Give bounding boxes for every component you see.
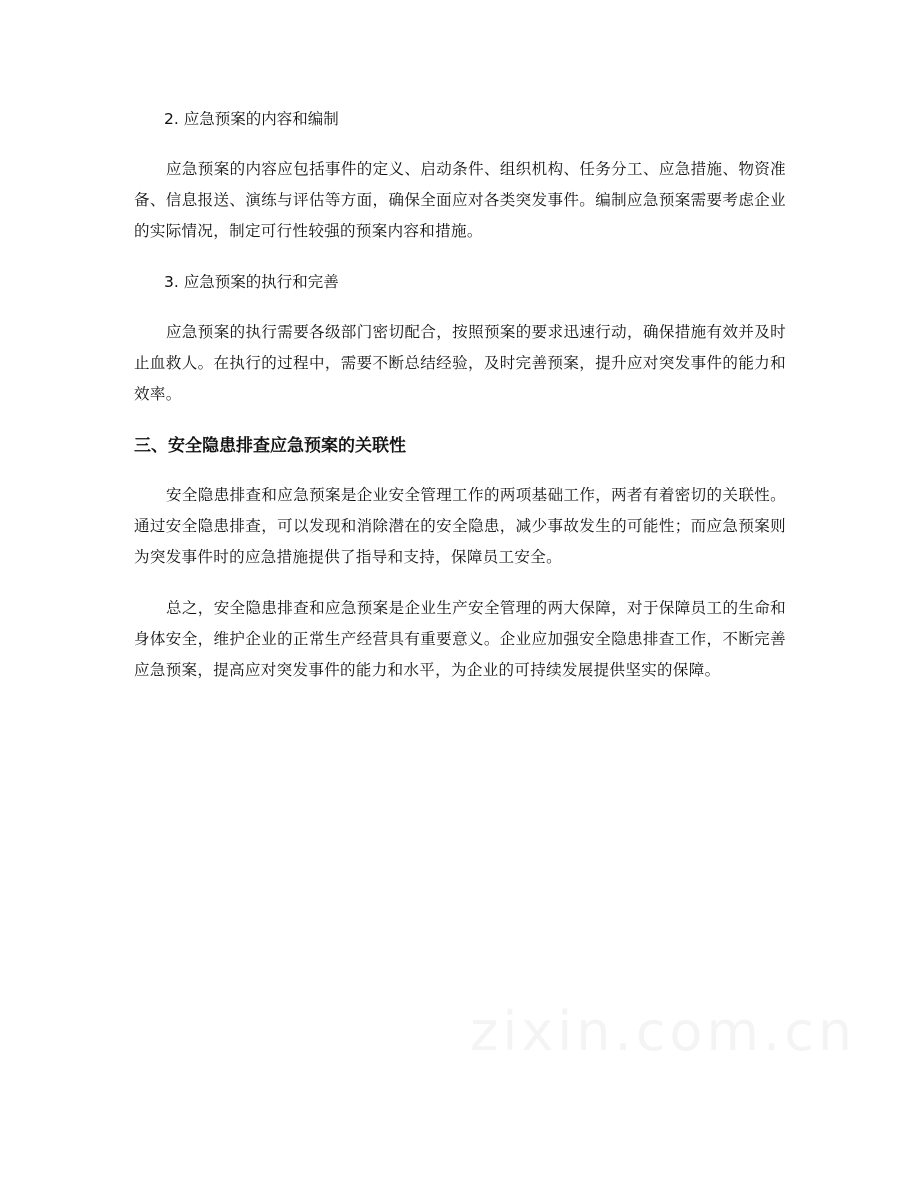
subsection-paragraph-2: 应急预案的内容应包括事件的定义、启动条件、组织机构、任务分工、应急措施、物资准备、信息报送、演练与评估等方面，确保全面应对各类突发事件。编制应急预案需要考虑企业的实际情况，制定可行性较强的预案内容和措施。: [134, 160, 786, 240]
subsection-title-2: 2. 应急预案的内容和编制: [164, 110, 339, 128]
subsection-title-3: 3. 应急预案的执行和完善: [164, 273, 339, 291]
section-heading-3: 三、安全隐患排查应急预案的关联性: [134, 436, 406, 456]
watermark-text: [470, 1000, 856, 1063]
subsection-paragraph-3: 应急预案的执行需要各级部门密切配合，按照预案的要求迅速行动，确保措施有效并及时止血救人。在执行的过程中，需要不断总结经验，及时完善预案，提升应对突发事件的能力和效率。: [134, 323, 786, 403]
section-paragraph-1: 安全隐患排查和应急预案是企业安全管理工作的两项基础工作，两者有着密切的关联性。通过安全隐患排查，可以发现和消除潜在的安全隐患，减少事故发生的可能性；而应急预案则为突发事件时的应急措施提供了指导和支持，保障员工安全。: [134, 486, 786, 566]
document-body: [134, 104, 786, 706]
section-paragraph-2: 总之，安全隐患排查和应急预案是企业生产安全管理的两大保障，对于保障员工的生命和身体安全，维护企业的正常生产经营具有重要意义。企业应加强安全隐患排查工作，不断完善应急预案，提高应对突发事件的能力和水平，为企业的可持续发展提供坚实的保障。: [134, 599, 786, 679]
